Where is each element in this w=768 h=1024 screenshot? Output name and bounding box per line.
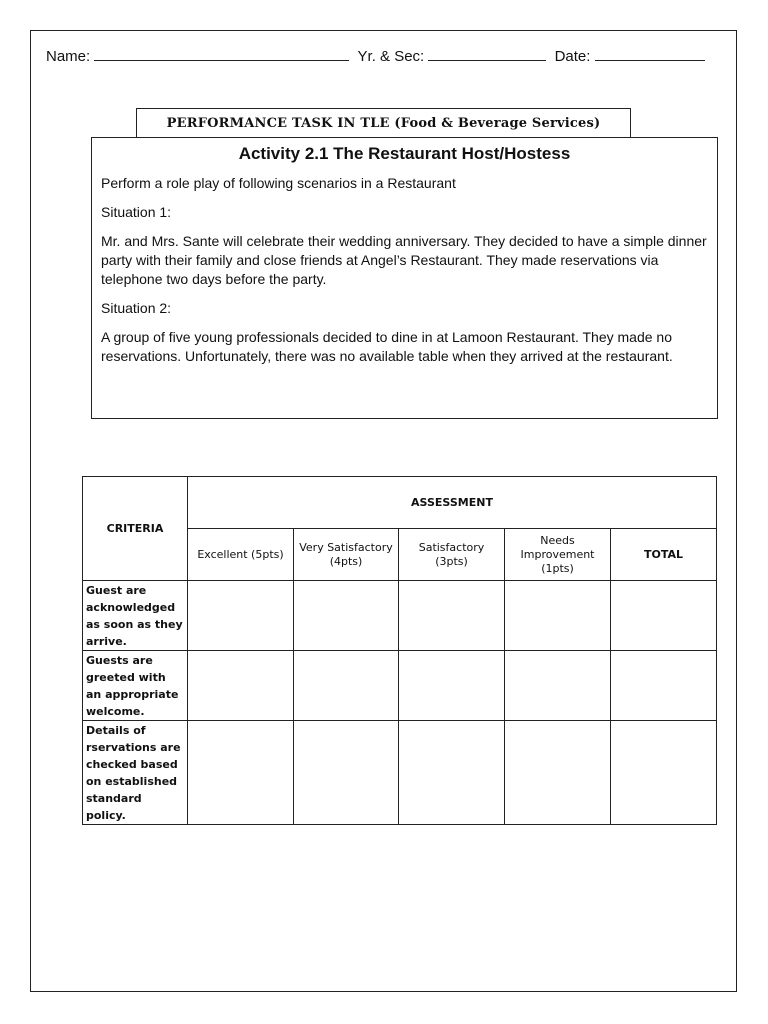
table-row [83,721,717,825]
task-banner: PERFORMANCE TASK IN TLE (Food & Beverage Services) [136,108,631,138]
table-row [83,651,717,721]
situation1-label: Situation 1: [101,204,172,220]
date-field[interactable] [595,46,705,61]
name-field[interactable] [94,46,349,61]
score-cell[interactable] [294,581,399,651]
criterion-cell: Guests are greeted with an appropriate welcome. [83,651,188,721]
score-cell[interactable] [294,651,399,721]
total-cell[interactable] [611,721,717,825]
score-cell[interactable] [505,581,611,651]
activity-box [91,137,718,419]
rubric-table [82,476,717,825]
table-row [83,581,717,651]
section-field[interactable] [428,46,546,61]
score-cell[interactable] [188,721,294,825]
score-cell[interactable] [505,721,611,825]
section-label: Yr. & Sec: [357,48,425,65]
level-header: Excellent (5pts) [188,529,294,581]
situation1-text: Mr. and Mrs. Sante will celebrate their wedding anniversary. They decided to have a simple dinner party with their family and close friends at Angel’s Restaurant. They made reservations via telephone two days before the party. [101,233,707,287]
criteria-header: CRITERIA [83,477,188,581]
level-header: Needs Improvement (1pts) [505,529,611,581]
level-header: Satisfactory (3pts) [399,529,505,581]
assessment-header: ASSESSMENT [188,477,717,529]
activity-instruction: Perform a role play of following scenarios in a Restaurant [101,175,456,191]
situation2-label: Situation 2: [101,300,172,316]
score-cell[interactable] [505,651,611,721]
level-header: Very Satisfactory (4pts) [294,529,399,581]
total-header: TOTAL [611,529,717,581]
situation2-text: A group of five young professionals decided to dine in at Lamoon Restaurant. They made no reservations. Unfortunately, there was no available table when they arrived at the restaurant. [101,329,673,364]
score-cell[interactable] [399,581,505,651]
total-cell[interactable] [611,581,717,651]
score-cell[interactable] [399,651,505,721]
score-cell[interactable] [294,721,399,825]
criterion-cell: Guest are acknowledged as soon as they arrive. [83,581,188,651]
total-cell[interactable] [611,651,717,721]
score-cell[interactable] [188,651,294,721]
activity-title: Activity 2.1 The Restaurant Host/Hostess [238,144,571,163]
name-label: Name: [46,48,91,65]
date-label: Date: [554,48,591,65]
score-cell[interactable] [188,581,294,651]
score-cell[interactable] [399,721,505,825]
criterion-cell: Details of rservations are checked based on established standard policy. [83,721,188,825]
student-info-line [46,46,705,65]
